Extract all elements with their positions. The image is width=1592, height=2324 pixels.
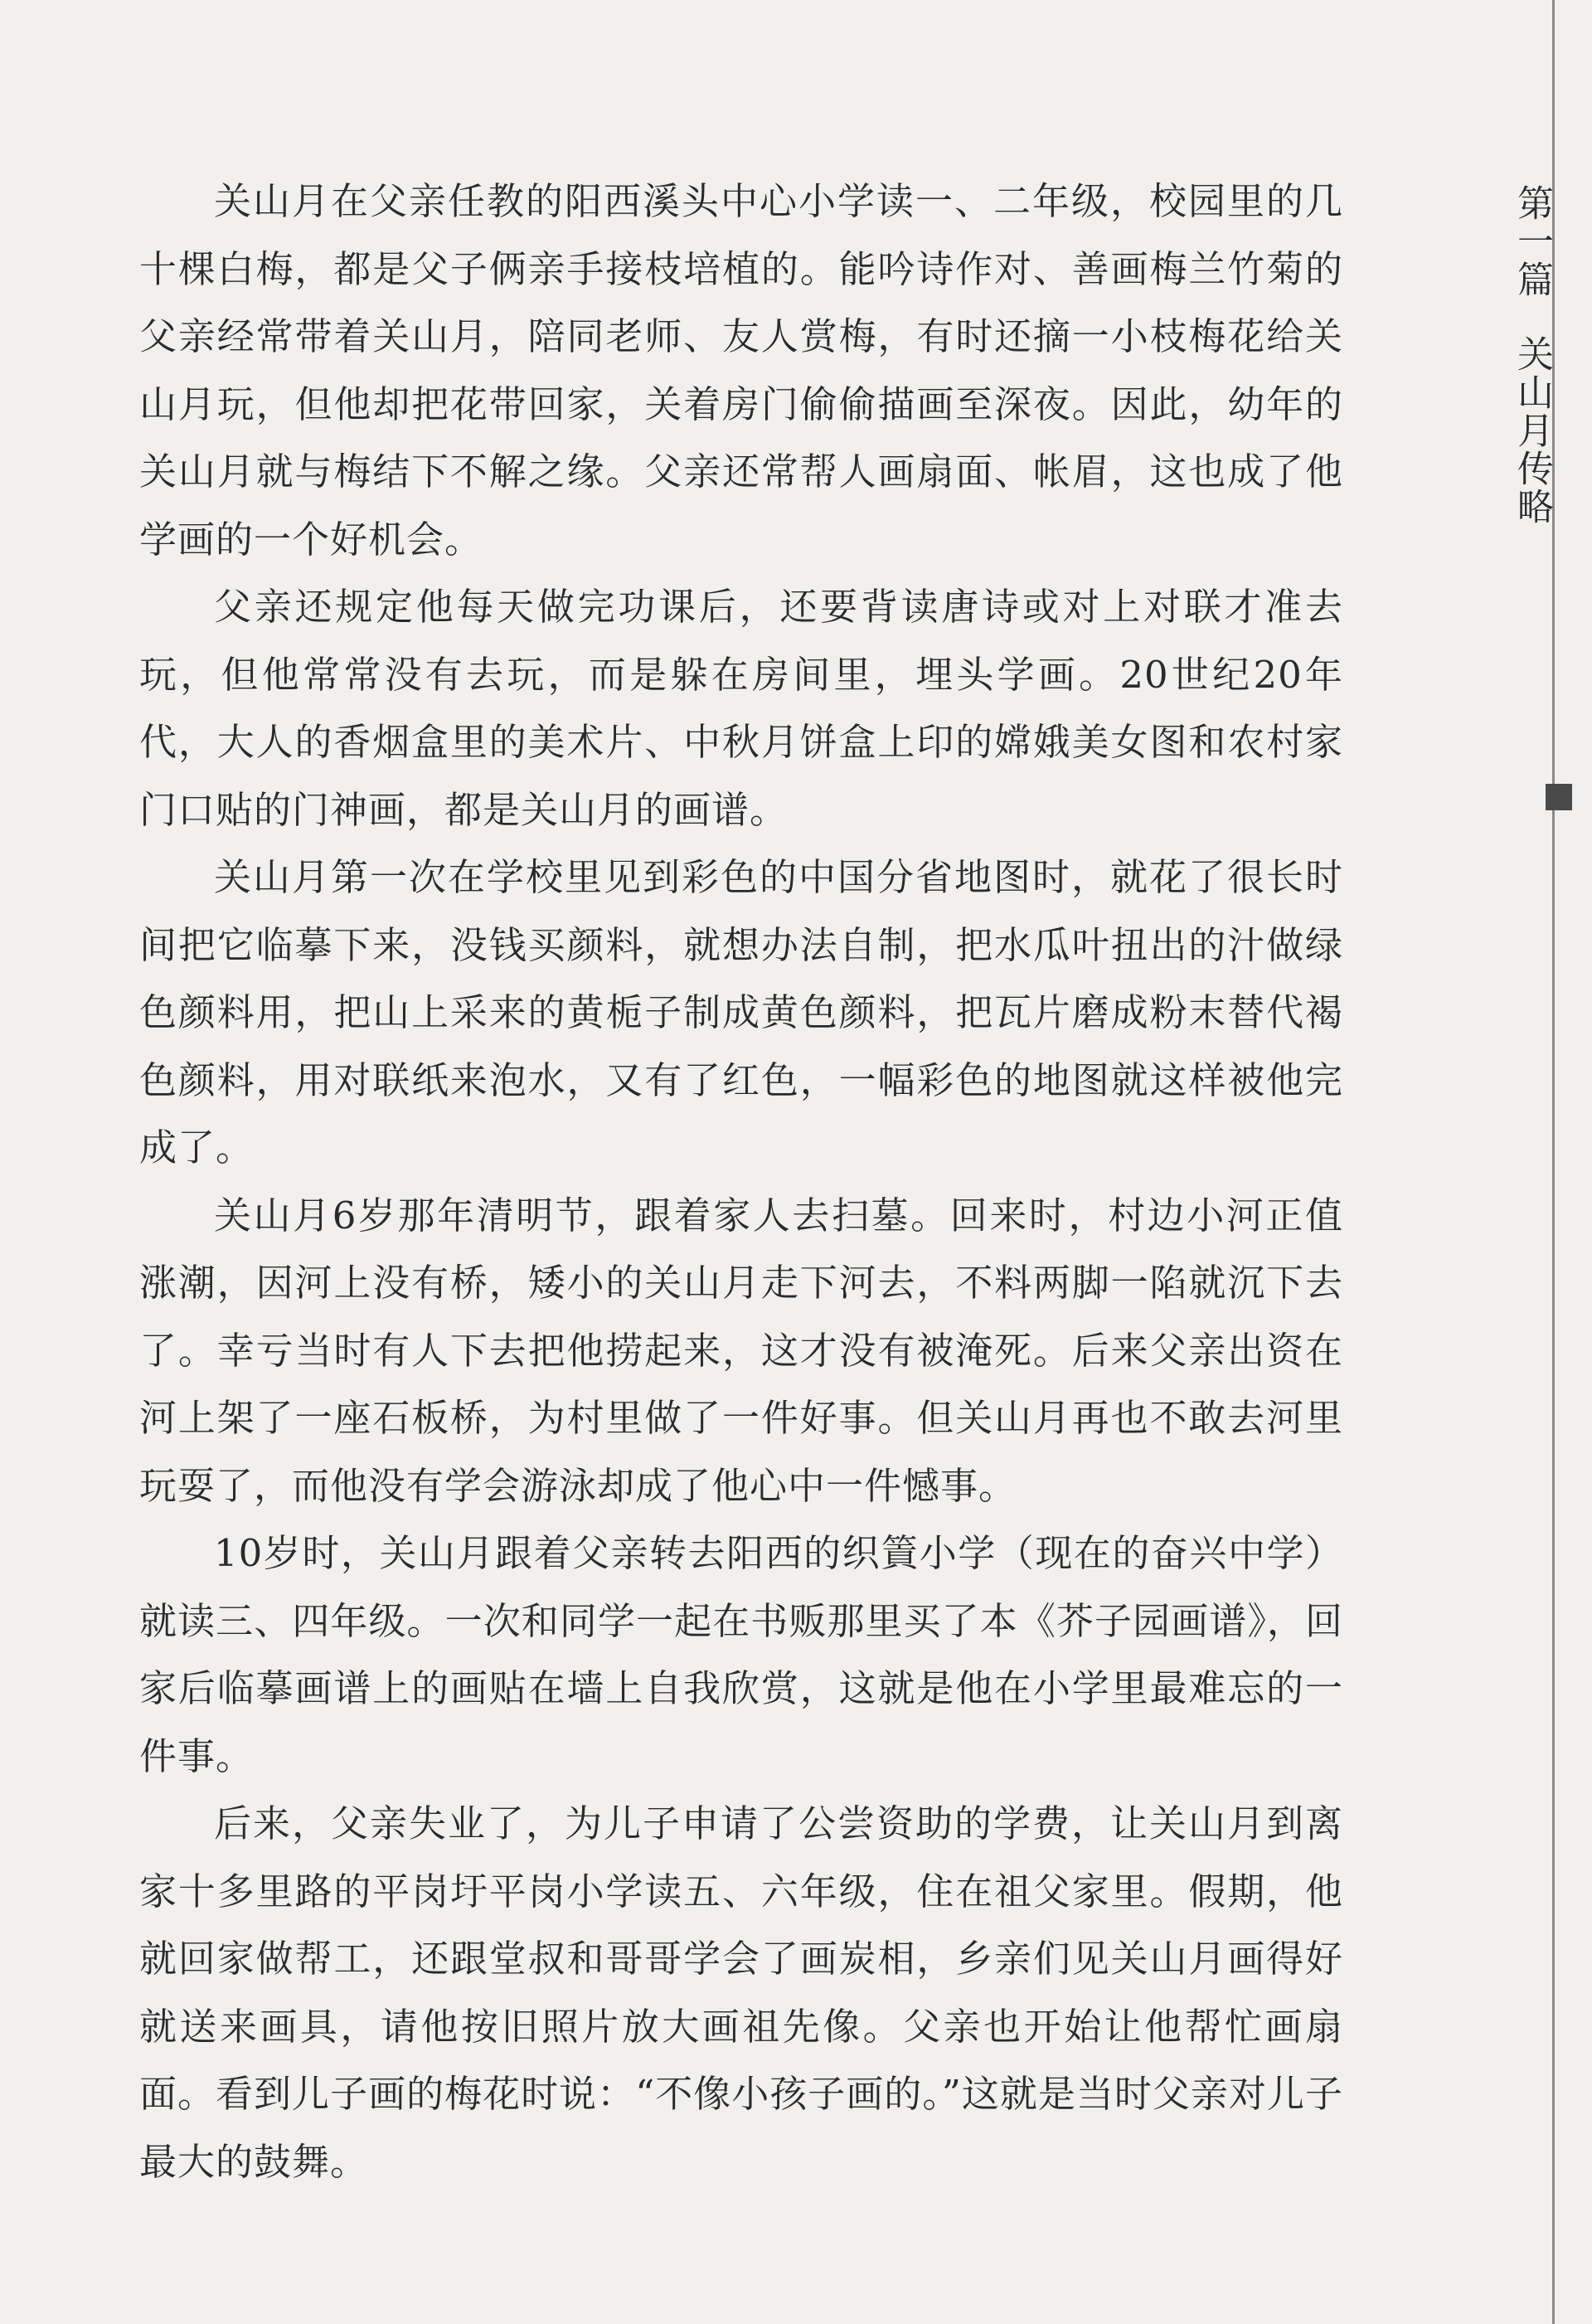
running-head — [1507, 184, 1554, 526]
paragraph-2: 父亲还规定他每天做完功课后，还要背读唐诗或对上对联才准去玩，但他常常没有去玩，而是躲在房间里，埋头学画。20世纪20年代，大人的香烟盒里的美术片、中秋月饼盒上印的嫦娥美女图和农村家门口贴的门神画，都是关山月的画谱。 — [139, 585, 1343, 832]
paragraph-1: 关山月在父亲任教的阳西溪头中心小学读一、二年级，校园里的几十棵白梅，都是父子俩亲手接枝培植的。能吟诗作对、善画梅兰竹菊的父亲经常带着关山月，陪同老师、友人赏梅，有时还摘一小枝梅花给关山月玩，但他却把花带回家，关着房门偷偷描画至深夜。因此，幼年的关山月就与梅结下不解之缘。父亲还常帮人画扇面、帐眉，这也成了他学画的一个好机会。 — [139, 179, 1343, 562]
paragraph-6: 后来，父亲失业了，为儿子申请了公尝资助的学费，让关山月到离家十多里路的平岗圩平岗小学读五、六年级，住在祖父家里。假期，他就回家做帮工，还跟堂叔和哥哥学会了画炭相，乡亲们见关山月画得好就送来画具，请他按旧照片放大画祖先像。父亲也开始让他帮忙画扇面。看到儿子画的梅花时说：“不像小孩子画的。”这就是当时父亲对儿子最大的鼓舞。 — [139, 1801, 1343, 2184]
running-head-part: 第一篇 — [1511, 184, 1553, 299]
paragraph-5: 10岁时，关山月跟着父亲转去阳西的织篢小学（现在的奋兴中学）就读三、四年级。一次和同学一起在书贩那里买了本《芥子园画谱》，回家后临摹画谱上的画贴在墙上自我欣赏，这就是他在小学里最难忘的一件事。 — [139, 1531, 1343, 1778]
body-text — [139, 168, 1343, 2195]
running-head-title: 关山月传略 — [1511, 335, 1553, 526]
section-marker — [1546, 784, 1572, 810]
paragraph-3: 关山月第一次在学校里见到彩色的中国分省地图时，就花了很长时间把它临摹下来，没钱买颜料，就想办法自制，把水瓜叶扭出的汁做绿色颜料用，把山上采来的黄栀子制成黄色颜料，把瓦片磨成粉末替代褐色颜料，用对联纸来泡水，又有了红色，一幅彩色的地图就这样被他完成了。 — [139, 855, 1343, 1169]
paragraph-4: 关山月6岁那年清明节，跟着家人去扫墓。回来时，村边小河正值涨潮，因河上没有桥，矮小的关山月走下河去，不料两脚一陷就沉下去了。幸亏当时有人下去把他捞起来，这才没有被淹死。后来父亲出资在河上架了一座石板桥，为村里做了一件好事。但关山月再也不敢去河里玩耍了，而他没有学会游泳却成了他心中一件憾事。 — [139, 1193, 1343, 1508]
